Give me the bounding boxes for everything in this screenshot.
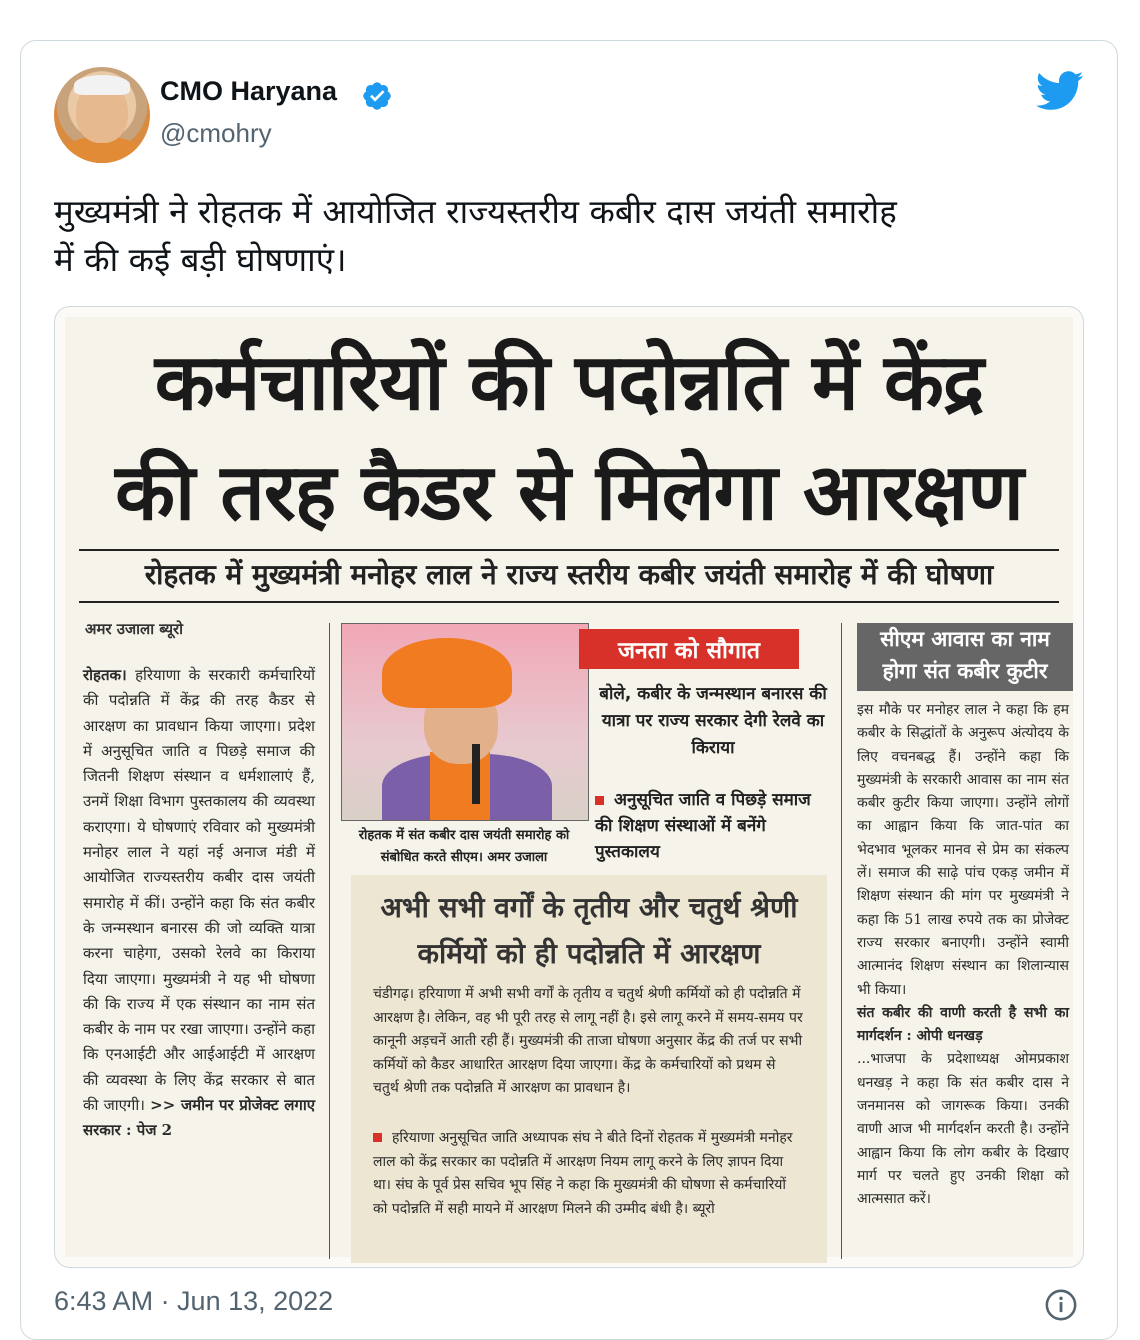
left-column-body: हरियाणा के सरकारी कर्मचारियों की पदोन्नति में केंद्र की तरह कैडर से आरक्षण का प्रावधान किया जाएगा। प्रदेश में अनुसूचित जाति व पिछड़े समाज की जितनी शिक्षण संस्थान व धर्मशालाएं हैं, उनमें शिक्षा विभाग पुस्तकालय की व्यवस्था कराएगा। ये घोषणाएं रविवार को मुख्यमंत्री मनोहर लाल ने यहां नई अनाज मंडी में आयोजित राज्यस्तरीय कबीर दास जयंती समारोह में कीं। उन्होंने कहा कि संत कबीर के जन्मस्थान बनारस की जो व्यक्ति यात्रा करना चाहेगा, उसको रेलवे का किराया दिया जाएगा। मुख्यमंत्री ने यह भी घोषणा की कि राज्य में एक संस्थान का नाम संत कबीर के नाम पर रखा जाएगा। उन्होंने कहा कि एनआईटी और आईआईटी में आरक्षण की व्यवस्था के लिए केंद्र सरकार से बात की जाएगी। bbox=[83, 666, 315, 1115]
bullet-point-text: अनुसूचित जाति व पिछड़े समाज की शिक्षण संस्थाओं में बनेंगे पुस्तकालय bbox=[595, 790, 811, 862]
sidebar-box-body-2-text: हरियाणा अनुसूचित जाति अध्यापक संघ ने बीते दिनों रोहतक में मुख्यमंत्री मनोहर लाल को केंद्र सरकार का पदोन्नति में आरक्षण नियम लागू करने के लिए ज्ञापन दिया था। संघ के पूर्व प्रेस सचिव भूप सिंह ने कहा कि मुख्यमंत्री की घोषणा से कर्मचारियों को पदोन्नति में सही मायने में आरक्षण मिलने की उम्मीद बंधी है। ब्यूरो bbox=[373, 1130, 793, 1217]
sidebar-box-heading-line-2: कर्मियों को ही पदोन्नति में आरक्षण bbox=[417, 937, 761, 970]
author-handle[interactable]: @cmohry bbox=[160, 118, 272, 148]
byline: अमर उजाला ब्यूरो bbox=[85, 620, 184, 638]
sidebar-box-body-2 bbox=[373, 1127, 803, 1221]
left-column bbox=[83, 663, 315, 1144]
sidebar-box bbox=[351, 875, 827, 1263]
right-column-banner bbox=[857, 623, 1073, 691]
bullet-square-icon bbox=[595, 796, 604, 805]
photo-caption: रोहतक में संत कबीर दास जयंती समारोह को संबोधित करते सीएम। अमर उजाला bbox=[358, 828, 570, 865]
divider bbox=[79, 549, 1059, 551]
author-name[interactable]: CMO Haryana bbox=[160, 76, 338, 106]
bullet-square-icon bbox=[373, 1133, 382, 1142]
divider bbox=[79, 601, 1059, 603]
avatar[interactable] bbox=[54, 67, 150, 163]
right-banner-line-2: होगा संत कबीर कुटीर bbox=[882, 659, 1048, 683]
tweet-text-line-2: में की कई बड़ी घोषणाएं। bbox=[54, 240, 347, 279]
right-banner-line-1: सीएम आवास का नाम bbox=[880, 627, 1050, 651]
left-column-lead: रोहतक। bbox=[83, 666, 127, 684]
tweet-text-line-1: मुख्यमंत्री ने रोहतक में आयोजित राज्यस्तरीय कबीर दास जयंती समारोह bbox=[54, 192, 897, 231]
subheadline: रोहतक में मुख्यमंत्री मनोहर लाल ने राज्य स्तरीय कबीर जयंती समारोह में की घोषणा bbox=[144, 558, 994, 591]
tweet-media-image[interactable] bbox=[54, 306, 1084, 1268]
headline-line-1: कर्मचारियों की पदोन्नति में केंद्र bbox=[154, 338, 984, 428]
verified-badge-icon bbox=[361, 80, 393, 112]
twitter-bird-icon[interactable] bbox=[1036, 70, 1084, 112]
right-column-subhead: संत कबीर की वाणी करती है सभी का मार्गदर्शन : ओपी धनखड़ bbox=[857, 1004, 1069, 1045]
right-column-body-2: ...भाजपा के प्रदेशाध्यक्ष ओमप्रकाश धनखड़ ने कहा कि संत कबीर दास ने जनमानस को जागरूक किया। उनकी वाणी आज भी मार्गदर्शन करती है। उन्होंने आह्वान किया कि लोग कबीर के दिखाए मार्ग पर चलते हुए उनकी शिक्षा को आत्मसात करें। bbox=[857, 1051, 1069, 1208]
sidebar-box-body: चंडीगढ़। हरियाणा में अभी सभी वर्गों के तृतीय व चतुर्थ श्रेणी कर्मियों को ही पदोन्नति में आरक्षण है। लेकिन, वह भी पूरी तरह से लागू नहीं है। इसे लागू करने में समय-समय पर कानूनी अड़चनें आती रही हैं। मुख्यमंत्री की ताजा घोषणा अनुसार केंद्र की तर्ज पर सभी कर्मियों को कैडर आधारित आरक्षण दिया जाएगा। केंद्र के कर्मचारियों को प्रथम से चतुर्थ श्रेणी तक पदोन्नति में आरक्षण का प्रावधान है। bbox=[373, 986, 803, 1096]
right-column-body: इस मौके पर मनोहर लाल ने कहा कि हम कबीर के सिद्धांतों के अनुरूप अंत्योदय के लिए वचनबद्ध हैं। उन्होंने कहा कि मुख्यमंत्री के सरकारी आवास का नाम संत कबीर कुटीर किया जाएगा। उन्होंने लोगों का आह्वान किया कि जात-पांत का भेदभाव भूलकर मानव से प्रेम का संकल्प लें। समाज की साढ़े पांच एकड़ जमीन में शिक्षण संस्थान की मांग पर मुख्यमंत्री ने कहा कि 51 लाख रुपये तक का प्रोजेक्ट राज्य सरकार बनाएगी। उन्होंने स्वामी आत्मानंद शिक्षण संस्थान का शिलान्यास भी किया। bbox=[857, 702, 1069, 998]
sidebar-box-heading-line-1: अभी सभी वर्गों के तृतीय और चतुर्थ श्रेणी bbox=[380, 891, 798, 924]
highlight-box-text: बोले, कबीर के जन्मस्थान बनारस की यात्रा पर राज्य सरकार देगी रेलवे का किराया bbox=[599, 684, 827, 758]
right-column bbox=[857, 699, 1069, 1212]
left-column-tail: >> जमीन पर प्रोजेक्ट लगाए सरकार : पेज 2 bbox=[83, 1096, 316, 1140]
red-banner: जनता को सौगात bbox=[579, 629, 799, 669]
sidebar-box-heading bbox=[351, 885, 827, 977]
cm-speaking-photo bbox=[341, 623, 589, 821]
info-icon[interactable] bbox=[1044, 1288, 1078, 1322]
column-divider bbox=[329, 623, 330, 1259]
newspaper-clipping bbox=[65, 317, 1073, 1257]
tweet-timestamp[interactable]: 6:43 AM · Jun 13, 2022 bbox=[54, 1286, 334, 1316]
column-divider bbox=[841, 623, 842, 1259]
bullet-point bbox=[595, 787, 831, 865]
tweet-text bbox=[54, 188, 1094, 284]
headline-line-2: की तरह कैडर से मिलेगा आरक्षण bbox=[115, 448, 1023, 538]
